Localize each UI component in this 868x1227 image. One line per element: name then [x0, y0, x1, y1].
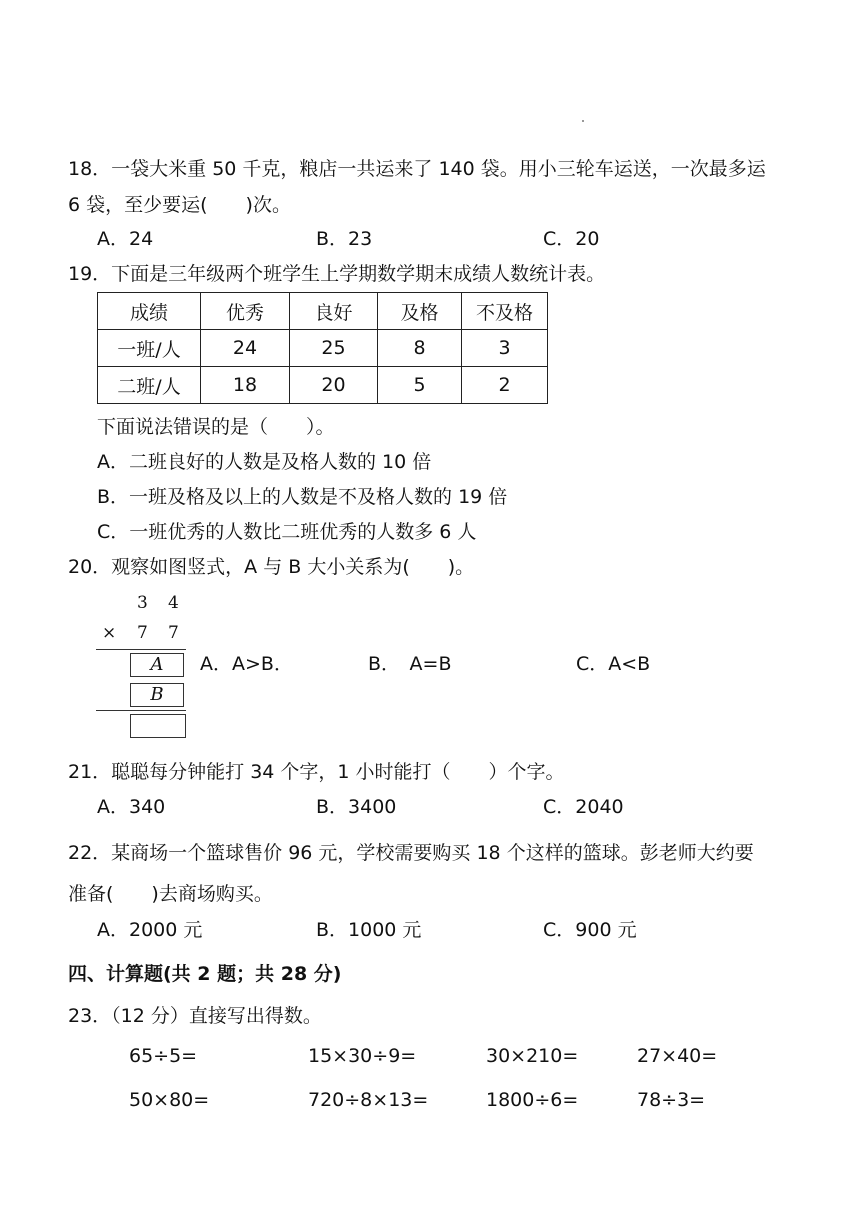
calc-item: 720÷8×13=: [308, 1089, 429, 1111]
table-header-cell: 不及格: [462, 293, 548, 330]
calc-item: 50×80=: [129, 1089, 210, 1111]
q22-line1: 22．某商场一个篮球售价 96 元，学校需要购买 18 个这样的篮球。彭老师大约要: [68, 842, 754, 864]
calc-item: 78÷3=: [637, 1089, 706, 1111]
q19-stem: 19．下面是三年级两个班学生上学期数学期末成绩人数统计表。: [68, 263, 606, 285]
q20-option-c: C．A<B: [576, 653, 651, 675]
table-header-row: [98, 293, 548, 330]
q22-option-a: A．2000 元: [97, 919, 203, 941]
q18-line1: 18．一袋大米重 50 千克，粮店一共运来了 140 袋。用小三轮车运送，一次最多运: [68, 158, 766, 180]
table-cell: 25: [290, 330, 378, 367]
sum-line: [96, 710, 186, 711]
table-cell: 8: [378, 330, 462, 367]
table-row: [98, 330, 548, 367]
table-header-cell: 优秀: [201, 293, 290, 330]
q22-option-b: B．1000 元: [316, 919, 422, 941]
top-digit-tens: 3: [137, 593, 148, 613]
table-cell: 24: [201, 330, 290, 367]
table-cell: 3: [462, 330, 548, 367]
calc-item: 27×40=: [637, 1045, 718, 1067]
table-cell: 20: [290, 367, 378, 404]
q19-prompt: 下面说法错误的是（ ）。: [97, 416, 335, 438]
table-row: [98, 367, 548, 404]
calc-item: 30×210=: [486, 1045, 579, 1067]
table-cell: 5: [378, 367, 462, 404]
partial-product-a: A: [130, 653, 184, 677]
table-cell: 二班/人: [98, 367, 201, 404]
q21-option-a: A．340: [97, 796, 166, 818]
result-box: [130, 714, 186, 738]
bottom-digit-tens: 7: [137, 623, 148, 643]
section-4-title: 四、计算题(共 2 题；共 28 分): [68, 963, 342, 985]
bottom-digit-ones: 7: [168, 623, 179, 643]
calc-item: 65÷5=: [129, 1045, 198, 1067]
q22-line2: 准备( )去商场购买。: [68, 883, 273, 905]
times-sign: ×: [102, 623, 117, 643]
scan-dot: [582, 120, 584, 122]
q21-stem: 21．聪聪每分钟能打 34 个字，1 小时能打（ ）个字。: [68, 761, 565, 783]
q18-line2: 6 袋，至少要运( )次。: [68, 194, 291, 216]
table-cell: 18: [201, 367, 290, 404]
q22-option-c: C．900 元: [543, 919, 637, 941]
table-cell: 一班/人: [98, 330, 201, 367]
q18-option-c: C．20: [543, 228, 600, 250]
q19-option-b: B．一班及格及以上的人数是不及格人数的 19 倍: [97, 486, 508, 508]
table-header-cell: 成绩: [98, 293, 201, 330]
table-header-cell: 及格: [378, 293, 462, 330]
calc-item: 1800÷6=: [486, 1089, 579, 1111]
q20-option-b: B． A=B: [368, 653, 452, 675]
vertical-multiplication: [96, 590, 188, 740]
q21-option-c: C．2040: [543, 796, 624, 818]
q23-stem: 23．（12 分）直接写出得数。: [68, 1005, 322, 1027]
q19-option-a: A．二班良好的人数是及格人数的 10 倍: [97, 451, 432, 473]
q20-option-a: A．A>B．: [200, 653, 293, 675]
q19-option-c: C．一班优秀的人数比二班优秀的人数多 6 人: [97, 521, 477, 543]
product-line: [96, 649, 186, 650]
grades-table: [97, 292, 548, 404]
calc-item: 15×30÷9=: [308, 1045, 417, 1067]
q20-stem: 20．观察如图竖式，A 与 B 大小关系为( )。: [68, 556, 475, 578]
q18-option-b: B．23: [316, 228, 373, 250]
q18-option-a: A．24: [97, 228, 154, 250]
q21-option-b: B．3400: [316, 796, 397, 818]
top-digit-ones: 4: [168, 593, 179, 613]
table-header-cell: 良好: [290, 293, 378, 330]
table-cell: 2: [462, 367, 548, 404]
partial-product-b: B: [130, 683, 184, 707]
